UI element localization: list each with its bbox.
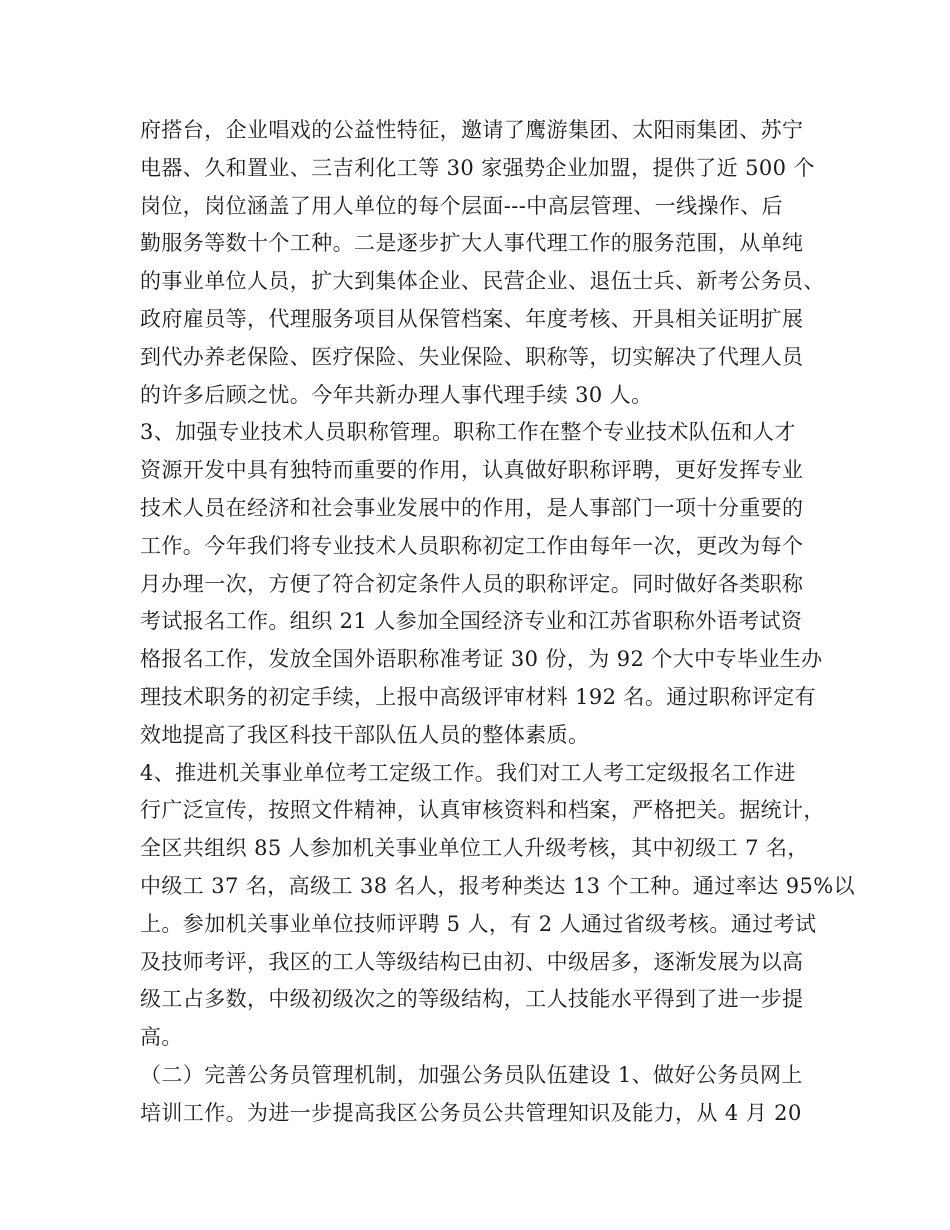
text-line: 月办理一次，方便了符合初定条件人员的职称评定。同时做好各类职称 [140, 571, 804, 596]
text-line: （二）完善公务员管理机制，加强公务员队伍建设 1、做好公务员网上 [140, 1062, 803, 1087]
text-line: 岗位，岗位涵盖了用人单位的每个层面---中高层管理、一线操作、后 [140, 193, 784, 218]
text-line: 格报名工作，发放全国外语职称准考证 30 份，为 92 个大中专毕业生办 [140, 647, 823, 672]
text-line: 府搭台，企业唱戏的公益性特征，邀请了鹰游集团、太阳雨集团、苏宁 [140, 118, 804, 142]
text-line: 技术人员在经济和社会事业发展中的作用，是人事部门一项十分重要的 [140, 495, 804, 520]
text-line: 理技术职务的初定手续，上报中高级评审材料 192 名。通过职称评定有 [140, 684, 817, 709]
document-body [140, 112, 855, 1133]
text-line: 培训工作。为进一步提高我区公务员公共管理知识及能力，从 4 月 20 [140, 1100, 802, 1125]
text-line: 考试报名工作。组织 21 人参加全国经济专业和江苏省职称外语考试资 [140, 609, 803, 634]
text-line: 勤服务等数十个工种。二是逐步扩大人事代理工作的服务范围，从单纯 [140, 231, 804, 256]
text-line: 上。参加机关事业单位技师评聘 5 人，有 2 人通过省级考核。通过考试 [140, 911, 817, 936]
text-line: 的许多后顾之忧。今年共新办理人事代理手续 30 人。 [140, 382, 653, 407]
text-line: 全区共组织 85 人参加机关事业单位工人升级考核，其中初级工 7 名， [140, 836, 809, 861]
text-line: 及技师考评，我区的工人等级结构已由初、中级居多，逐渐发展为以高 [140, 949, 804, 974]
text-line: 的事业单位人员，扩大到集体企业、民营企业、退伍士兵、新考公务员、 [140, 269, 825, 294]
text-line: 行广泛宣传，按照文件精神，认真审核资料和档案，严格把关。据统计， [140, 798, 825, 823]
text-line: 级工占多数，中级初级次之的等级结构，工人技能水平得到了进一步提 [140, 987, 804, 1012]
text-line: 到代办养老保险、医疗保险、失业保险、职称等，切实解决了代理人员 [140, 344, 804, 369]
text-line: 效地提高了我区科技干部队伍人员的整体素质。 [140, 722, 590, 747]
text-line: 4、推进机关事业单位考工定级工作。我们对工人考工定级报名工作进 [140, 760, 796, 785]
text-line: 工作。今年我们将专业技术人员职称初定工作由每年一次，更改为每个 [140, 533, 804, 558]
text-line: 中级工 37 名，高级工 38 名人，报考种类达 13 个工种。通过率达 95%以 [140, 873, 855, 898]
text-line: 3、加强专业技术人员职称管理。职称工作在整个专业技术队伍和人才 [140, 420, 796, 445]
text-line: 电器、久和置业、三吉利化工等 30 家强势企业加盟，提供了近 500 个 [140, 155, 815, 180]
text-line: 政府雇员等，代理服务项目从保管档案、年度考核、开具相关证明扩展 [140, 306, 804, 331]
text-line: 资源开发中具有独特而重要的作用，认真做好职称评聘，更好发挥专业 [140, 458, 804, 483]
text-line: 高。 [140, 1025, 183, 1050]
